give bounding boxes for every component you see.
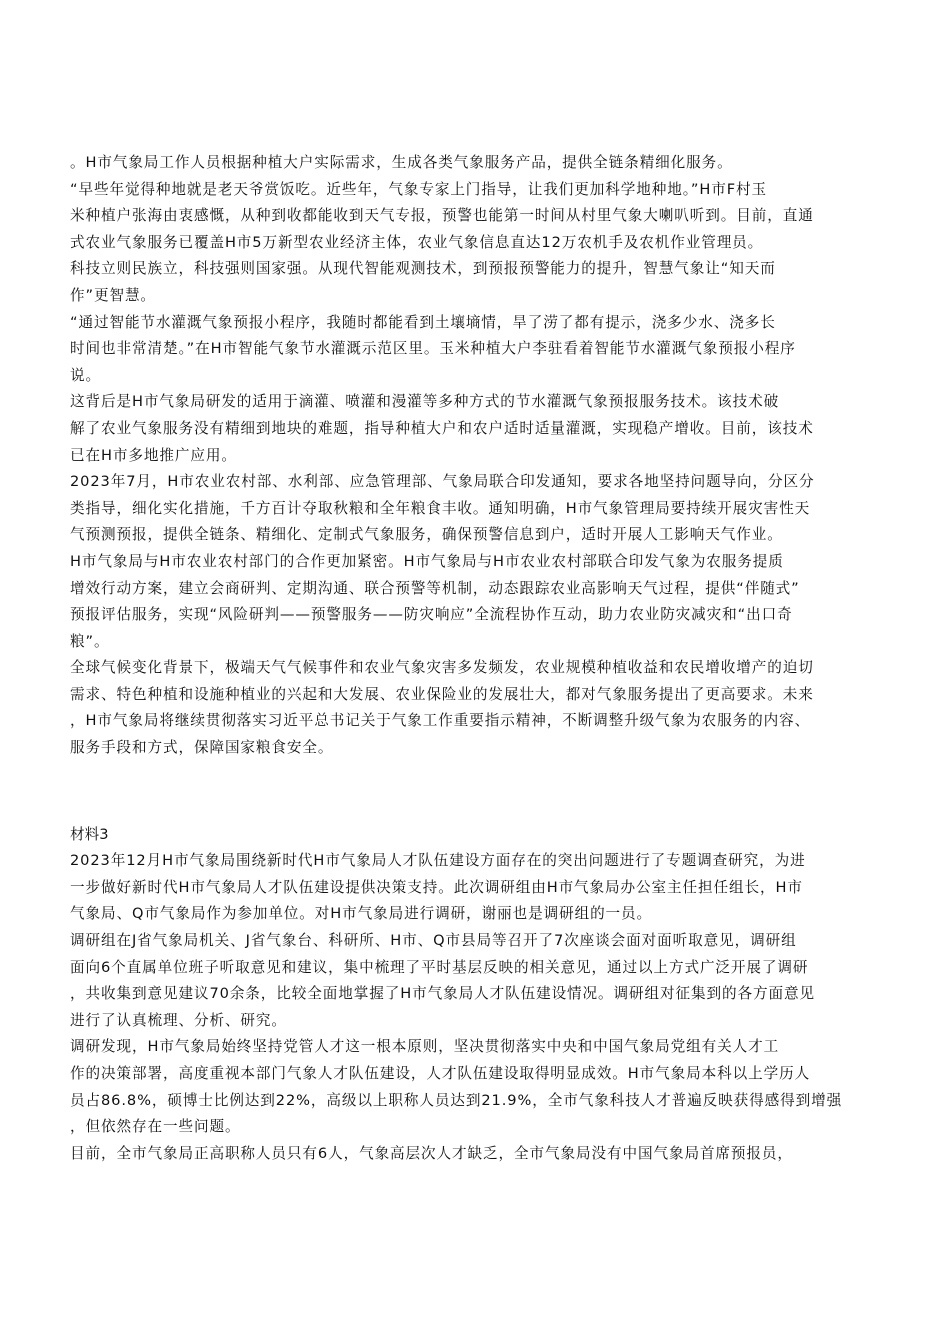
text-line: 作的决策部署，高度重视本部门气象人才队伍建设，人才队伍建设取得明显成效。H市气象局本科以上学历人 (70, 1065, 811, 1082)
text-line: 式农业气象服务已覆盖H市5万新型农业经济主体，农业气象信息直达12万农机手及农机作业管理员。 (70, 233, 764, 251)
text-line: 这背后是H市气象局研发的适用于滴灌、喷灌和漫灌等多种方式的节水灌溉气象预报服务技术。该技术破 (70, 393, 780, 411)
text-line: 粮”。 (70, 632, 110, 650)
text-line: 需求、特色种植和设施种植业的兴起和大发展、农业保险业的发展壮大，都对气象服务提出了更高要求。未来 (70, 685, 814, 703)
text-line: 调研组在J省气象局机关、J省气象台、科研所、H市、Q市县局等召开了7次座谈会面对面听取意见，调研组 (70, 932, 797, 950)
text-line: “早些年觉得种地就是老天爷赏饭吃。近些年，气象专家上门指导，让我们更加科学地种地。”H市F村玉 (70, 180, 768, 198)
text-line: 气预测预报，提供全链条、精细化、定制式气象服务，确保预警信息到户，适时开展人工影响天气作业。 (70, 526, 783, 544)
text-line: 进行了认真梳理、分析、研究。 (70, 1011, 287, 1029)
section-spacer (70, 762, 882, 822)
text-line: 一步做好新时代H市气象局人才队伍建设提供决策支持。此次调研组由H市气象局办公室主任担任组长，H市 (70, 878, 803, 896)
section-material-3 (70, 822, 882, 1168)
text-line: 科技立则民族立，科技强则国家强。从现代智能观测技术，到预报预警能力的提升，智慧气象让“知天而 (70, 260, 776, 278)
text-line: 类指导，细化实化措施，千方百计夺取秋粮和全年粮食丰收。通知明确，H市气象管理局要持续开展灾害性天 (70, 499, 811, 517)
text-line: H市气象局与H市农业农村部门的合作更加紧密。H市气象局与H市农业农村部联合印发气象为农服务提质 (70, 552, 784, 570)
text-line: 预报评估服务，实现“风险研判——预警服务——防灾响应”全流程协作互动，助力农业防灾减灾和“出口奇 (70, 606, 793, 624)
text-line: 米种植户张海由衷感慨，从种到收都能收到天气专报，预警也能第一时间从村里气象大喇叭听到。目前，直通 (70, 207, 814, 225)
text-line: 气象局、Q市气象局作为参加单位。对H市气象局进行调研，谢丽也是调研组的一员。 (70, 905, 653, 923)
document-page (70, 150, 882, 1167)
text-line: “通过智能节水灌溉气象预报小程序，我随时都能看到土壤墒情，旱了涝了都有提示，浇多少水、浇多长 (70, 313, 776, 331)
text-line: 全球气候变化背景下，极端天气气候事件和农业气象灾害多发频发，农业规模种植收益和农民增收增产的迫切 (70, 659, 814, 677)
text-line: 2023年12月H市气象局围绕新时代H市气象局人才队伍建设方面存在的突出问题进行了专题调查研究，为进 (70, 852, 806, 870)
text-line: ，共收集到意见建议70余条，比较全面地掌握了H市气象局人才队伍建设情况。调研组对征集到的各方面意见 (70, 985, 815, 1003)
text-line: 服务手段和方式，保障国家粮食安全。 (70, 739, 334, 757)
text-line: ，H市气象局将继续贯彻落实习近平总书记关于气象工作重要指示精神，不断调整升级气象为农服务的内容、 (70, 712, 811, 730)
text-line: 面向6个直属单位班子听取意见和建议，集中梳理了平时基层反映的相关意见，通过以上方式广泛开展了调研 (70, 958, 809, 976)
section-heading: 材料3 (70, 825, 109, 843)
text-line: 说。 (70, 366, 101, 384)
text-line: 2023年7月，H市农业农村部、水利部、应急管理部、气象局联合印发通知，要求各地坚持问题导向，分区分 (70, 473, 815, 491)
text-line: 解了农业气象服务没有精细到地块的难题，指导种植大户和农户适时适量灌溉，实现稳产增收。目前，该技术 (70, 419, 814, 437)
text-line: ，但依然存在一些问题。 (70, 1118, 241, 1136)
text-line: 员占86.8%，硕博士比例达到22%，高级以上职称人员达到21.9%，全市气象科技人才普遍反映获得感得到增强 (70, 1091, 843, 1109)
text-line: 作”更智慧。 (70, 286, 156, 304)
text-line: 时间也非常清楚。”在H市智能气象节水灌溉示范区里。玉米种植大户李驻看着智能节水灌溉气象预报小程序 (70, 340, 796, 358)
text-line: 调研发现，H市气象局始终坚持党管人才这一根本原则，坚决贯彻落实中央和中国气象局党组有关人才工 (70, 1038, 780, 1056)
text-line: 。H市气象局工作人员根据种植大户实际需求，生成各类气象服务产品，提供全链条精细化服务。 (70, 154, 733, 171)
text-line: 增效行动方案，建立会商研判、定期沟通、联合预警等机制，动态跟踪农业高影响天气过程，提供“伴随式” (70, 579, 800, 597)
section-material-2-continued (70, 150, 882, 762)
text-line: 目前，全市气象局正高职称人员只有6人，气象高层次人才缺乏，全市气象局没有中国气象局首席预报员， (70, 1144, 793, 1162)
text-line: 已在H市多地推广应用。 (70, 446, 237, 464)
